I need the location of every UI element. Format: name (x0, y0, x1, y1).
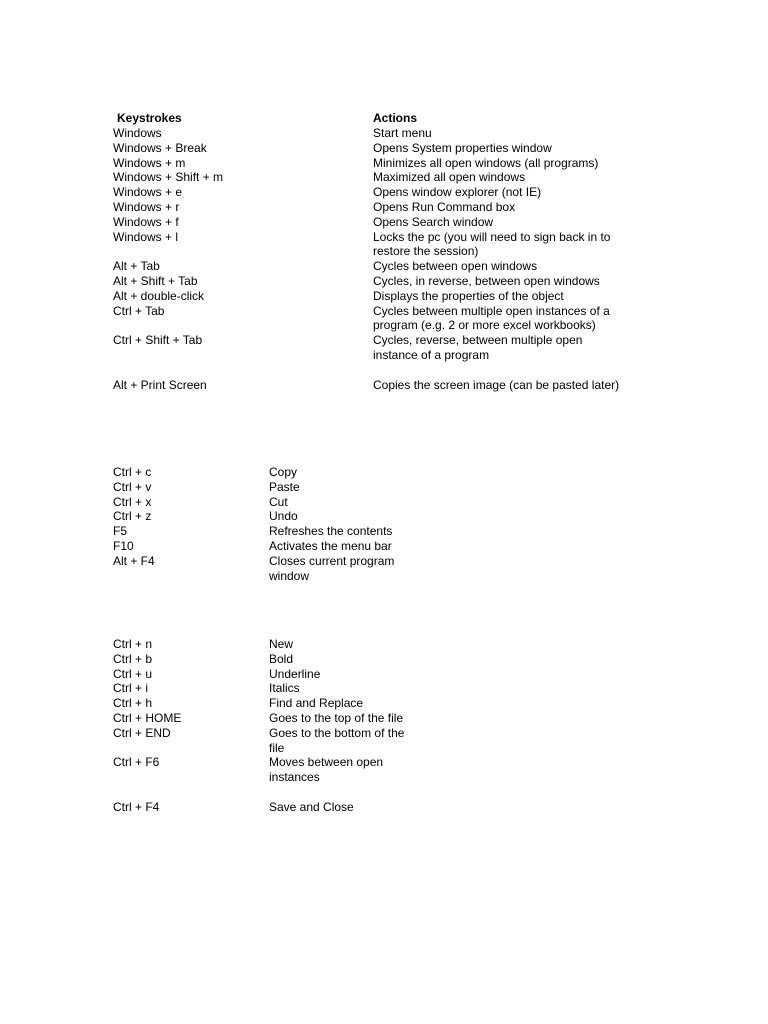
table-row (113, 800, 414, 815)
keystroke-cell: F5 (113, 524, 128, 539)
action-cell: Goes to the bottom of the file (269, 725, 405, 755)
keystroke-cell: Windows (113, 126, 162, 140)
table-row (113, 200, 623, 215)
table-row (113, 524, 414, 539)
keystroke-cell: Ctrl + HOME (113, 710, 182, 725)
keystroke-cell: Ctrl + Tab (113, 303, 165, 318)
table-row (113, 230, 623, 260)
keystroke-cell: F10 (113, 538, 134, 553)
action-cell: Copy (269, 465, 298, 479)
action-cell: Find and Replace (269, 696, 364, 711)
table-row (113, 667, 414, 682)
action-cell: Start menu (373, 126, 432, 140)
keystroke-cell: Alt + double-click (113, 288, 205, 303)
table-row (113, 509, 414, 524)
action-cell: Cycles, reverse, between multiple open instance of a program (373, 333, 583, 362)
keystroke-cell: Ctrl + END (113, 725, 171, 740)
action-cell: Save and Close (269, 799, 354, 814)
action-cell: Maximized all open windows (373, 170, 526, 185)
keystroke-cell: Ctrl + x (113, 494, 152, 509)
table-row (113, 465, 414, 480)
table-row (113, 156, 623, 171)
table-row (113, 726, 414, 756)
action-cell: Cycles between open windows (373, 259, 538, 274)
table-row (113, 289, 623, 304)
table-row (113, 637, 414, 652)
keystroke-cell: Ctrl + c (113, 465, 152, 479)
keystroke-cell: Ctrl + n (113, 637, 153, 651)
keystroke-cell: Alt + Shift + Tab (113, 273, 198, 288)
action-cell: Minimizes all open windows (all programs) (373, 155, 599, 170)
action-cell: Goes to the top of the file (269, 710, 404, 725)
keystroke-cell: Ctrl + F6 (113, 755, 160, 770)
table-row (113, 274, 623, 289)
keystroke-cell: Windows + r (113, 199, 180, 214)
action-cell: Paste (269, 479, 300, 494)
action-cell: Opens Run Command box (373, 199, 516, 214)
action-cell: Bold (269, 651, 294, 666)
actions-header: Actions (373, 111, 418, 125)
keystroke-cell: Ctrl + h (113, 696, 153, 711)
action-cell: Opens System properties window (373, 140, 552, 155)
keystroke-cell: Alt + Print Screen (113, 377, 207, 392)
table-row (113, 304, 623, 334)
system-shortcuts-table (113, 110, 623, 392)
table-header (113, 110, 623, 126)
table-row (113, 126, 623, 141)
action-cell: Activates the menu bar (269, 538, 392, 553)
table-row (113, 480, 414, 495)
action-cell: Opens window explorer (not IE) (373, 185, 542, 200)
table-row (113, 652, 414, 667)
document-shortcuts-table (113, 637, 414, 815)
keystroke-cell: Ctrl + b (113, 651, 153, 666)
keystroke-cell: Windows + m (113, 155, 186, 170)
table-row (113, 215, 623, 230)
table-row (113, 378, 623, 393)
keystroke-cell: Windows + Shift + m (113, 170, 224, 185)
table-row (113, 141, 623, 156)
keystroke-cell: Ctrl + z (113, 509, 152, 524)
action-cell: Cut (269, 494, 288, 509)
editing-shortcuts-rows (113, 465, 414, 583)
action-cell: New (269, 637, 294, 651)
action-cell: Italics (269, 681, 300, 696)
keystroke-cell: Ctrl + Shift + Tab (113, 333, 203, 348)
action-cell: Copies the screen image (can be pasted later) (373, 377, 620, 392)
table-row (113, 755, 414, 785)
keystroke-cell: Ctrl + v (113, 479, 152, 494)
action-cell: Refreshes the contents (269, 524, 393, 539)
table-row (113, 711, 414, 726)
system-shortcuts-rows (113, 126, 623, 392)
keystroke-cell: Alt + F4 (113, 553, 155, 568)
keystroke-cell: Windows + Break (113, 140, 207, 155)
action-cell: Displays the properties of the object (373, 288, 564, 303)
keystroke-cell: Ctrl + u (113, 666, 153, 681)
table-row (113, 170, 623, 185)
action-cell: Underline (269, 666, 321, 681)
table-row (113, 259, 623, 274)
action-cell: Locks the pc (you will need to sign back in to restore the session) (373, 229, 611, 259)
keystrokes-header: Keystrokes (117, 111, 182, 125)
action-cell: Cycles, in reverse, between open windows (373, 273, 600, 288)
table-row (113, 333, 623, 363)
keystroke-cell: Windows + f (113, 214, 179, 229)
table-row (113, 539, 414, 554)
action-cell: Moves between open instances (269, 755, 384, 785)
table-row (113, 681, 414, 696)
action-cell: Undo (269, 509, 298, 524)
keystroke-cell: Ctrl + F4 (113, 799, 160, 814)
action-cell: Cycles between multiple open instances of a program (e.g. 2 or more excel workbooks) (373, 303, 610, 333)
table-row (113, 185, 623, 200)
table-row (113, 495, 414, 510)
keystroke-cell: Windows + l (113, 229, 179, 244)
table-row (113, 554, 414, 584)
action-cell: Opens Search window (373, 214, 494, 229)
document-shortcuts-rows (113, 637, 414, 815)
keystroke-cell: Ctrl + i (113, 681, 149, 696)
editing-shortcuts-table (113, 465, 414, 583)
action-cell: Closes current program window (269, 553, 395, 583)
keystroke-cell: Alt + Tab (113, 259, 160, 274)
keystroke-cell: Windows + e (113, 185, 183, 200)
table-row (113, 696, 414, 711)
